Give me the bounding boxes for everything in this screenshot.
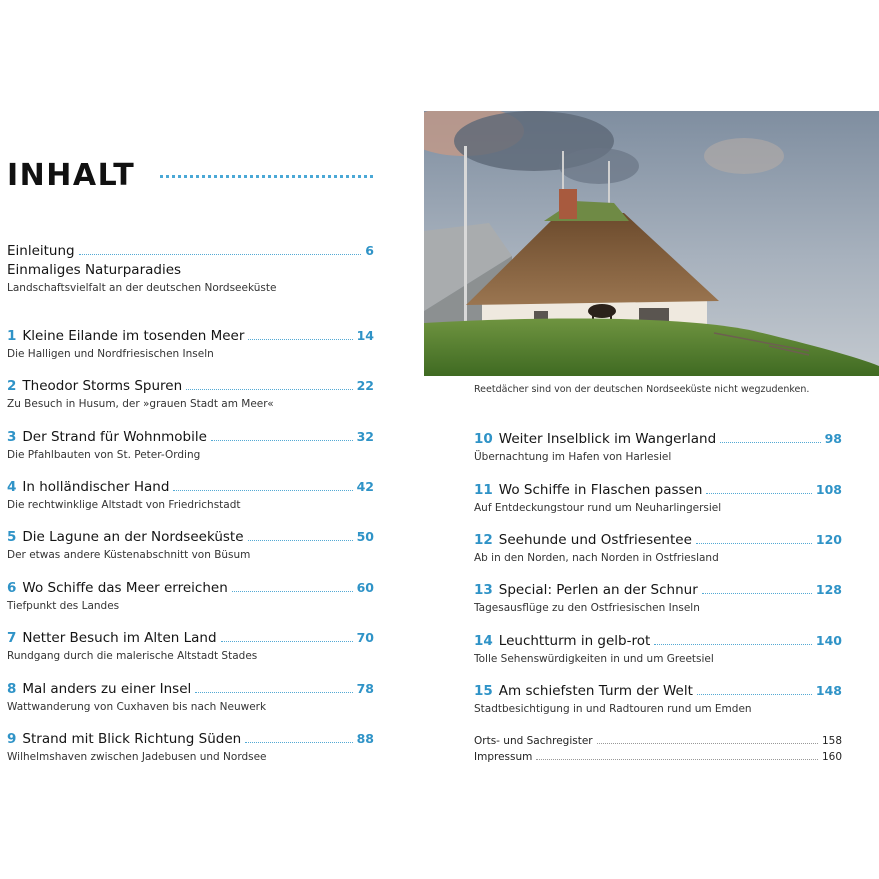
toc-entry-number: 15 — [474, 683, 493, 699]
toc-entry-title: Impressum — [474, 751, 533, 763]
toc-entry-title: Kleine Eilande im tosenden Meer — [22, 328, 245, 344]
toc-entry-number: 10 — [474, 431, 493, 447]
toc-entry-page: 70 — [356, 630, 374, 645]
toc-entry-page: 108 — [815, 482, 842, 497]
toc-entry-page: 160 — [821, 751, 842, 763]
toc-entry-title: Wo Schiffe in Flaschen passen — [498, 482, 703, 498]
toc-entry-number: 12 — [474, 532, 493, 548]
toc-entry-page: 120 — [815, 532, 842, 547]
leader-dots — [248, 339, 352, 340]
toc-entry-number: 1 — [7, 328, 17, 344]
thatched-house-photo — [424, 111, 879, 376]
toc-entry-title: Netter Besuch im Alten Land — [22, 630, 217, 646]
toc-entry-number: 9 — [7, 731, 17, 747]
toc-entry-page: 42 — [356, 479, 374, 494]
toc-entry-title: In holländischer Hand — [22, 479, 170, 495]
toc-entry-description: Die Halligen und Nordfriesischen Inseln — [7, 348, 214, 360]
toc-entry-13[interactable] — [474, 582, 842, 614]
toc-entry-description: Zu Besuch in Husum, der »grauen Stadt am Meer« — [7, 398, 274, 410]
leader-dots — [173, 490, 352, 491]
toc-entry-title: Strand mit Blick Richtung Süden — [22, 731, 242, 747]
toc-entry-title: Einleitung — [7, 243, 75, 259]
toc-entry-page: 148 — [815, 683, 842, 698]
toc-entry-7[interactable] — [7, 630, 374, 662]
page-title: INHALT — [7, 158, 136, 193]
toc-entry-3[interactable] — [7, 429, 374, 461]
toc-entry-9[interactable] — [7, 731, 374, 763]
toc-entry-number: 8 — [7, 681, 17, 697]
toc-entry-intro[interactable] — [7, 243, 374, 294]
toc-entry-impressum[interactable] — [474, 751, 842, 763]
leader-dots — [536, 759, 818, 760]
toc-entry-number: 3 — [7, 429, 17, 445]
toc-entry-page: 6 — [365, 243, 374, 258]
toc-entry-description: Wattwanderung von Cuxhaven bis nach Neuwerk — [7, 701, 267, 713]
toc-entry-number: 14 — [474, 633, 493, 649]
toc-entry-5[interactable] — [7, 529, 374, 561]
toc-entry-description: Die rechtwinklige Altstadt von Friedrichstadt — [7, 499, 241, 511]
toc-entry-title: Special: Perlen an der Schnur — [498, 582, 698, 598]
leader-dots — [245, 742, 352, 743]
toc-entry-2[interactable] — [7, 378, 374, 410]
toc-entry-title: Theodor Storms Spuren — [22, 378, 183, 394]
leader-dots — [195, 692, 352, 693]
toc-entry-number: 5 — [7, 529, 17, 545]
toc-entry-page: 78 — [356, 681, 374, 696]
leader-dots — [702, 593, 812, 594]
toc-entry-description: Auf Entdeckungstour rund um Neuharlingersiel — [474, 502, 722, 514]
toc-entry-title: Wo Schiffe das Meer erreichen — [22, 580, 228, 596]
toc-entry-page: 140 — [815, 633, 842, 648]
toc-entry-page: 22 — [356, 378, 374, 393]
toc-entry-8[interactable] — [7, 681, 374, 713]
toc-entry-register[interactable] — [474, 735, 842, 747]
toc-entry-number: 13 — [474, 582, 493, 598]
toc-entry-page: 98 — [824, 431, 842, 446]
leader-dots — [186, 389, 352, 390]
title-divider — [160, 175, 373, 178]
photo-caption: Reetdächer sind von der deutschen Nordseeküste nicht wegzudenken. — [474, 384, 810, 395]
toc-entry-number: 7 — [7, 630, 17, 646]
toc-entry-title: Am schiefsten Turm der Welt — [498, 683, 693, 699]
leader-dots — [696, 543, 812, 544]
toc-entry-description: Tagesausflüge zu den Ostfriesischen Inseln — [474, 602, 700, 614]
toc-entry-title: Mal anders zu einer Insel — [22, 681, 192, 697]
toc-entry-11[interactable] — [474, 482, 842, 514]
toc-entry-subtitle: Einmaliges Naturparadies — [7, 262, 182, 278]
leader-dots — [221, 641, 353, 642]
toc-entry-number: 4 — [7, 479, 17, 495]
toc-entry-title: Seehunde und Ostfriesentee — [498, 532, 692, 548]
leader-dots — [232, 591, 353, 592]
toc-entry-description: Stadtbesichtigung in und Radtouren rund um Emden — [474, 703, 752, 715]
toc-entry-description: Wilhelmshaven zwischen Jadebusen und Nordsee — [7, 751, 267, 763]
toc-entry-page: 158 — [821, 735, 842, 747]
toc-entry-description: Ab in den Norden, nach Norden in Ostfriesland — [474, 552, 719, 564]
toc-entry-title: Weiter Inselblick im Wangerland — [498, 431, 717, 447]
leader-dots — [79, 254, 362, 255]
toc-entry-page: 32 — [356, 429, 374, 444]
toc-entry-description: Tolle Sehenswürdigkeiten in und um Greetsiel — [474, 653, 714, 665]
toc-entry-6[interactable] — [7, 580, 374, 612]
toc-entry-page: 14 — [356, 328, 374, 343]
toc-entry-number: 11 — [474, 482, 493, 498]
toc-entry-10[interactable] — [474, 431, 842, 463]
leader-dots — [597, 743, 818, 744]
toc-entry-title: Die Lagune an der Nordseeküste — [22, 529, 244, 545]
leader-dots — [706, 493, 811, 494]
toc-entry-title: Leuchtturm in gelb-rot — [498, 633, 651, 649]
toc-entry-page: 60 — [356, 580, 374, 595]
toc-entry-page: 50 — [356, 529, 374, 544]
leader-dots — [697, 694, 812, 695]
leader-dots — [248, 540, 353, 541]
leader-dots — [720, 442, 820, 443]
toc-entry-page: 88 — [356, 731, 374, 746]
toc-entry-12[interactable] — [474, 532, 842, 564]
toc-entry-description: Rundgang durch die malerische Altstadt Stades — [7, 650, 258, 662]
toc-entry-description: Die Pfahlbauten von St. Peter-Ording — [7, 449, 201, 461]
toc-entry-number: 2 — [7, 378, 17, 394]
toc-entry-15[interactable] — [474, 683, 842, 715]
toc-entry-title: Der Strand für Wohnmobile — [22, 429, 207, 445]
toc-entry-number: 6 — [7, 580, 17, 596]
leader-dots — [211, 440, 353, 441]
toc-entry-title: Orts- und Sachregister — [474, 735, 593, 747]
toc-entry-description: Tiefpunkt des Landes — [7, 600, 120, 612]
toc-entry-description: Der etwas andere Küstenabschnitt von Büsum — [7, 549, 251, 561]
toc-entry-page: 128 — [815, 582, 842, 597]
toc-entry-4[interactable] — [7, 479, 374, 511]
leader-dots — [654, 644, 812, 645]
toc-entry-description: Übernachtung im Hafen von Harlesiel — [474, 451, 672, 463]
toc-entry-description: Landschaftsvielfalt an der deutschen Nordseeküste — [7, 282, 277, 294]
toc-entry-1[interactable] — [7, 328, 374, 360]
toc-entry-14[interactable] — [474, 633, 842, 665]
